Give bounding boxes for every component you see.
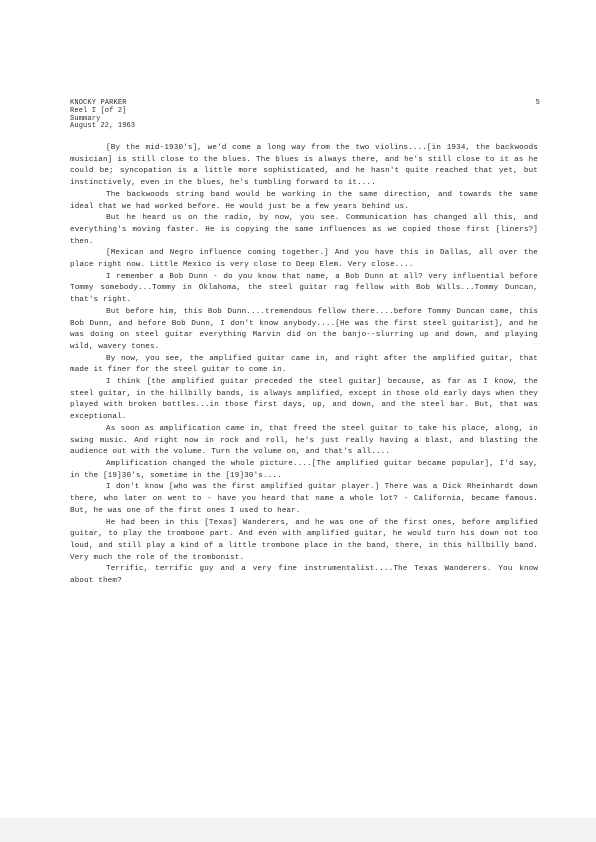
paragraph: By now, you see, the amplified guitar came in, and right after the amplified guitar, that made it finer for the steel guitar to come in. (70, 354, 538, 375)
paragraph: I don't know [who was the first amplified guitar player.] There was a Dick Rheinhardt down there, who later on went to - have you heard that name a whole lot? - California, became famous. But, he was one of the first ones I used to hear. (70, 483, 538, 515)
viewer-bottom-strip (0, 818, 596, 842)
paragraph: But he heard us on the radio, by now, you see. Communication has changed all this, and everything's moving faster. He is copying the same influences as we copied those first [liners?] then. (70, 214, 538, 246)
header-date: August 22, 1963 (70, 122, 136, 131)
header-reel-info: Reel I [of 2] (70, 106, 127, 115)
paragraph: The backwoods string band would be working in the same direction, and towards the same ideal that we had worked before. He would just be a few years behind us. (70, 190, 538, 211)
paragraph: I think [the amplified guitar preceded the steel guitar] because, as far as I know, the steel guitar, in the hillbilly bands, is always amplified, except in those old early days when they played with broken bottles...in those first days, up, and down, and the steel bar. But, that was exceptional. (70, 378, 538, 422)
paragraph: [Mexican and Negro influence coming together.] And you have this in Dallas, all over the place right now. Little Mexico is very close to Deep Elem. Very close.... (70, 249, 538, 270)
paragraph: He had been in this [Texas] Wanderers, and he was one of the first ones, before amplified guitar, to play the trombone part. And even with amplified guitar, he would turn his down not too loud, and still play a kind of a little trombone place in the band, there, in this hillbilly band. Very much the role of the trombonist. (70, 518, 538, 562)
paragraph: Terrific, terrific guy and a very fine instrumentalist....The Texas Wanderers. You know about them? (70, 565, 538, 586)
page-number: 5 (535, 99, 540, 107)
paragraph: As soon as amplification came in, that freed the steel guitar to take his place, along, in swing music. And right now in rock and roll, he's just really having a blast, and blasting the audience out with the volume. Turn the volume on, and that's all.... (70, 424, 538, 457)
header-interviewee-name: KNOCKY PARKER (70, 99, 127, 107)
paragraph: But before him, this Bob Dunn....tremendous fellow there....before Tommy Duncan came, this Bob Dunn, and before Bob Dunn, I don't know anybody....[He was the first steel guitarist], and he was doing on steel guitar everything Marvin did on the banjo--slurring up and down, and playing wild, wavery tones. (70, 307, 538, 351)
header-summary-label: Summary (70, 114, 101, 123)
paragraph: I remember a Bob Dunn - do you know that name, a Bob Dunn at all? very influential before Tommy somebody...Tommy in Oklahoma, the steel guitar rag fellow with Bob Wills...Tommy Duncan, that's right. (70, 272, 538, 305)
transcript-body (70, 143, 538, 588)
page-header (70, 100, 540, 131)
paragraph: [By the mid-1930's], we'd come a long way from the two violins....[in 1934, the backwoods musician] is still close to the blues. The blues is always there, and he's still close to it as he could be; syncopation is a little more sophisticated, and he hasn't quite reached that yet, but instinctively, even in the blues, he's tumbling forward to it.... (70, 144, 538, 188)
paragraph: Amplification changed the whole picture....[The amplified guitar became popular], I'd say, in the [19]30's, sometime in the [19]30's.... (70, 459, 538, 480)
